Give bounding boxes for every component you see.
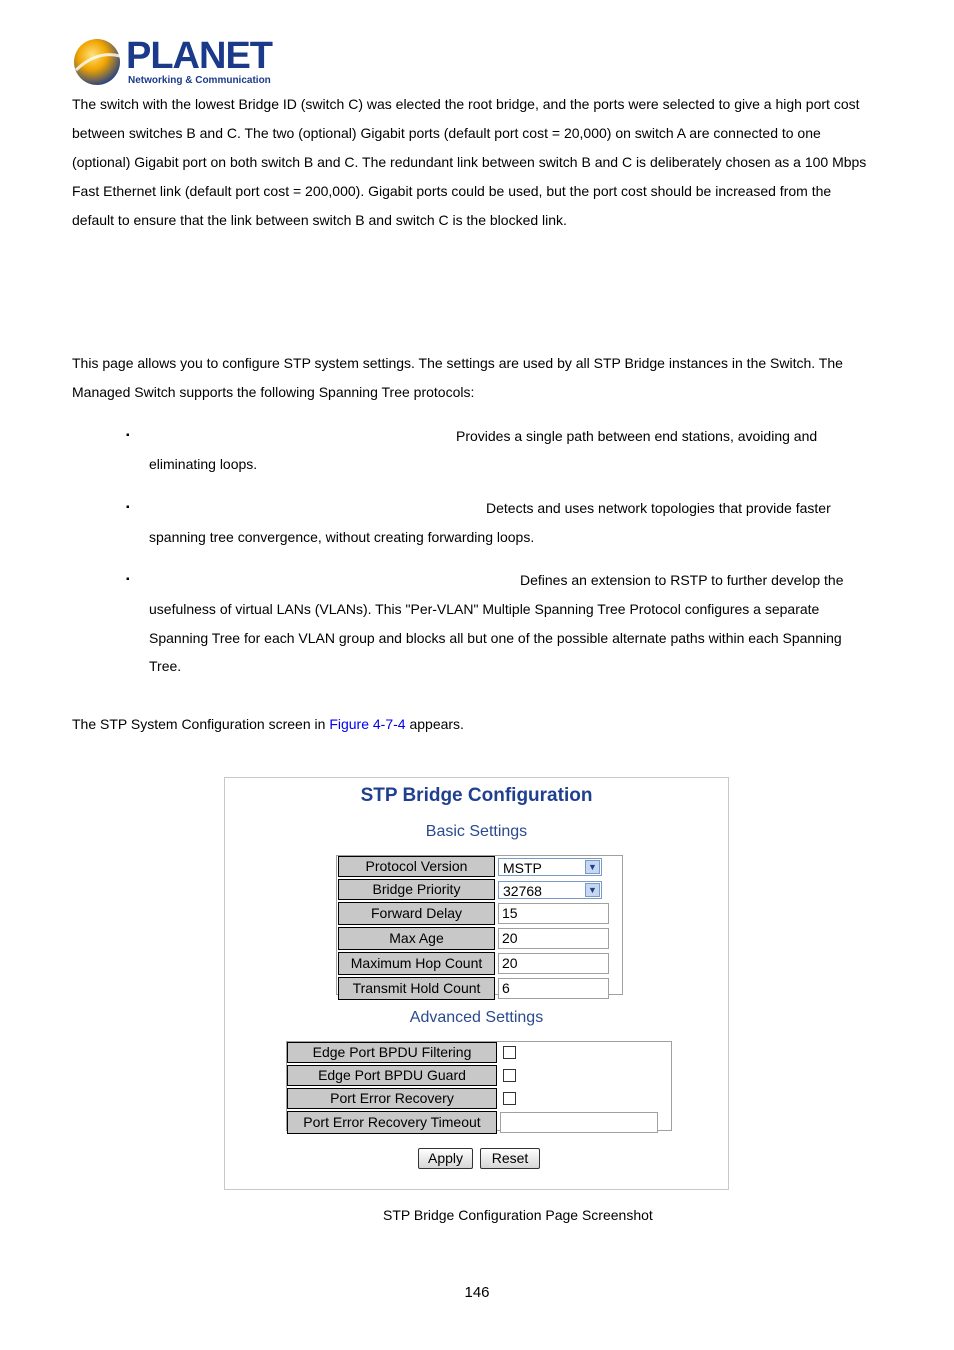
intro-line: The switch with the lowest Bridge ID (switch C) was elected the root bridge, and the ports were selected to give a high port cost bbox=[72, 96, 860, 112]
max-hop-count-label: Maximum Hop Count bbox=[338, 952, 495, 975]
advanced-settings-title: Advanced Settings bbox=[409, 1009, 544, 1026]
port-error-recovery-checkbox[interactable] bbox=[503, 1092, 516, 1105]
bullet-text: Defines an extension to RSTP to further develop the bbox=[520, 572, 844, 588]
edge-bpdu-guard-row bbox=[287, 1065, 659, 1086]
port-error-recovery-label: Port Error Recovery bbox=[287, 1088, 497, 1109]
forward-delay-input[interactable]: 15 bbox=[498, 903, 609, 924]
intro-line: between switches B and C. The two (optional) Gigabit ports (default port cost = 20,000) on switch A are connected to one bbox=[72, 125, 821, 141]
bullet-text: spanning tree convergence, without creating forwarding loops. bbox=[149, 529, 535, 545]
apply-button[interactable]: Apply bbox=[418, 1148, 473, 1169]
figure-reference bbox=[72, 716, 464, 732]
stp-config-screenshot bbox=[224, 777, 729, 1190]
max-age-label: Max Age bbox=[338, 927, 495, 950]
basic-settings-table bbox=[336, 854, 612, 1002]
edge-bpdu-guard-label: Edge Port BPDU Guard bbox=[287, 1065, 497, 1086]
brand-tagline: Networking & Communication bbox=[128, 75, 271, 86]
chevron-down-icon[interactable]: ▼ bbox=[585, 860, 600, 874]
transmit-hold-count-input[interactable]: 6 bbox=[498, 978, 609, 999]
figure-caption: STP Bridge Configuration Page Screenshot bbox=[383, 1207, 653, 1223]
edge-bpdu-guard-checkbox[interactable] bbox=[503, 1069, 516, 1082]
edge-bpdu-filtering-checkbox[interactable] bbox=[503, 1046, 516, 1059]
figure-ref-text: The STP System Configuration screen in bbox=[72, 716, 330, 732]
figure-ref-text: appears. bbox=[405, 716, 464, 732]
basic-settings-title: Basic Settings bbox=[425, 823, 528, 840]
edge-bpdu-filtering-row bbox=[287, 1042, 659, 1063]
reset-button[interactable]: Reset bbox=[480, 1148, 540, 1169]
max-age-input[interactable]: 20 bbox=[498, 928, 609, 949]
port-error-recovery-row bbox=[287, 1088, 659, 1109]
bridge-priority-label: Bridge Priority bbox=[338, 879, 495, 900]
max-hop-count-row bbox=[338, 952, 610, 975]
advanced-settings-table bbox=[285, 1040, 661, 1136]
forward-delay-label: Forward Delay bbox=[338, 902, 495, 925]
port-error-recovery-timeout-label: Port Error Recovery Timeout bbox=[287, 1111, 497, 1134]
bridge-priority-select[interactable] bbox=[498, 881, 602, 899]
bullet-text: Spanning Tree for each VLAN group and blocks all but one of the possible alternate paths within each Spanning bbox=[149, 630, 842, 646]
bullet-text: Detects and uses network topologies that provide faster bbox=[486, 500, 831, 516]
max-age-row bbox=[338, 927, 610, 950]
bullet-text: usefulness of virtual LANs (VLANs). This "Per-VLAN" Multiple Spanning Tree Protocol configures a separate bbox=[149, 601, 820, 617]
protocol-version-select[interactable] bbox=[498, 858, 602, 876]
config-intro-line: Managed Switch supports the following Spanning Tree protocols: bbox=[72, 384, 475, 400]
planet-logo bbox=[72, 36, 272, 92]
bullet-marker: ▪ bbox=[126, 574, 130, 585]
port-error-recovery-timeout-row bbox=[287, 1111, 659, 1134]
bullet-text: Provides a single path between end stations, avoiding and bbox=[456, 428, 818, 444]
bullet-text: Tree. bbox=[149, 658, 182, 674]
forward-delay-row bbox=[338, 902, 610, 925]
intro-line: Fast Ethernet link (default port cost = 200,000). Gigabit ports could be used, but the port cost should be increased from the bbox=[72, 183, 832, 199]
transmit-hold-count-row bbox=[338, 977, 610, 1000]
protocol-version-row bbox=[338, 856, 610, 877]
chevron-down-icon[interactable]: ▼ bbox=[585, 883, 600, 897]
intro-line: (optional) Gigabit port on both switch B and C. The redundant link between switch B and C is deliberately chosen as a 100 Mbps bbox=[72, 154, 867, 170]
brand-name: PLANET bbox=[126, 35, 272, 77]
edge-bpdu-filtering-label: Edge Port BPDU Filtering bbox=[287, 1042, 497, 1063]
protocol-version-value: MSTP bbox=[503, 859, 542, 876]
bridge-priority-row bbox=[338, 879, 610, 900]
stp-title: STP Bridge Configuration bbox=[360, 785, 593, 806]
config-intro-line: This page allows you to configure STP system settings. The settings are used by all STP Bridge instances in the Switch. The bbox=[72, 355, 843, 371]
bridge-priority-value: 32768 bbox=[503, 882, 542, 899]
intro-paragraph bbox=[72, 90, 892, 235]
intro-line: default to ensure that the link between switch B and switch C is the blocked link. bbox=[72, 212, 567, 228]
max-hop-count-input[interactable]: 20 bbox=[498, 953, 609, 974]
protocol-version-label: Protocol Version bbox=[338, 856, 495, 877]
config-intro-paragraph bbox=[72, 349, 892, 407]
bullet-text: eliminating loops. bbox=[149, 456, 258, 472]
figure-link[interactable]: Figure 4-7-4 bbox=[329, 716, 406, 732]
page-number: 146 bbox=[464, 1284, 490, 1301]
transmit-hold-count-label: Transmit Hold Count bbox=[338, 977, 495, 1000]
port-error-recovery-timeout-input[interactable] bbox=[500, 1112, 658, 1133]
bullet-marker: ▪ bbox=[126, 430, 130, 441]
bullet-marker: ▪ bbox=[126, 502, 130, 513]
